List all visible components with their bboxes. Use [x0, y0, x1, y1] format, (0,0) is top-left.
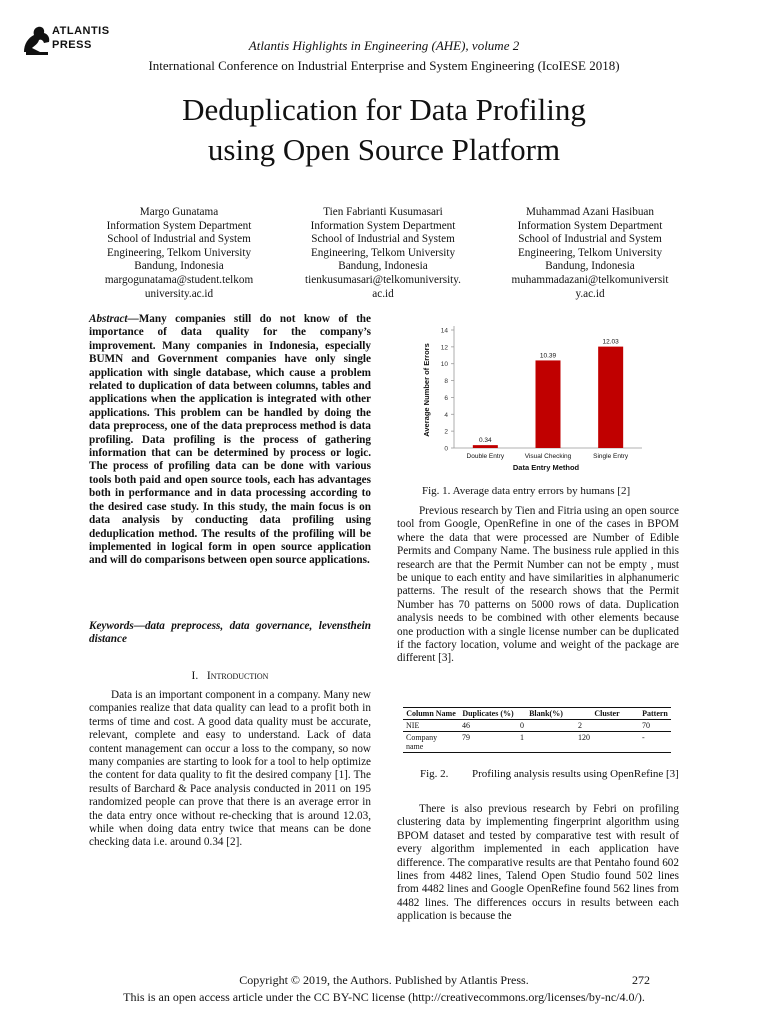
y-tick-label: 0	[444, 445, 448, 453]
footer-copyright-line	[0, 973, 768, 988]
author-affiliation: Engineering, Telkom University	[517, 246, 663, 259]
right-paragraph-2: There is also previous research by Febri on profiling clustering data by implementing fingerprint algorithm using BPOM dataset and tested by comparative test with result of every algorithm implemented in each application have difference. The comparative results are that Pentaho found 602 lines from 4482 lines, Talend Open Studio found 502 lines from 4482 lines and Google OpenRefine found 562 lines from 4482 lines. The differences occurs in results between each application is because the	[397, 803, 679, 923]
table-header-row	[403, 708, 671, 720]
y-tick-label: 4	[444, 411, 448, 419]
author-block-2	[283, 206, 483, 301]
y-axis-title: Average Number of Errors	[422, 343, 431, 437]
table-cell: 0	[517, 720, 575, 732]
table-cell: 46	[459, 720, 517, 732]
author-affiliation: School of Industrial and System	[107, 233, 251, 246]
data-label: 12.03	[602, 338, 619, 346]
author-location: Bandung, Indonesia	[134, 260, 224, 273]
title-line-1: Deduplication for Data Profiling	[182, 92, 586, 127]
table-cell: -	[639, 732, 671, 753]
author-email: tienkusumasari@telkomuniversity.	[305, 273, 461, 286]
y-tick-label: 6	[444, 394, 448, 402]
author-email: muhammadazani@telkomuniversit	[511, 273, 669, 286]
table-header-cell: Column Name	[403, 708, 459, 720]
intro-paragraph: Data is an important component in a company. Many new companies realize that data quality can lead to a profit both in terms of time and cost. A good data quality must be accurate, relevant, complete and easy to understand. Lack of data content management can occur a loss to the company, so now many companies are starting to look for a tool to help optimize the content for data quality to fit the desired company [1]. The results of Barchard & Pace analysis conducted in 2011 on 195 randomized people can prove that there is an average error in the data entry once without re-checking that is around 12.03, while when doing data entry twice that means can be done checking data i.e. around 0.34 [2].	[89, 689, 371, 849]
table-cell: 1	[517, 732, 575, 753]
author-affiliation: Information System Department	[517, 219, 663, 232]
author-name: Muhammad Azani Hasibuan	[525, 206, 654, 218]
abstract-text: —Many companies still do not know of the importance of data quality for the company’s improvement. Many companies in Indonesia, especially BUMN and Government companies have only single application with single database, which cause a problem related to duplication of data between columns, tables and applications when the application is integrated with other applications. This problem can be handled by doing the data preprocess, one of the data preprocess method is data profiling. Data profiling is the process of gathering information that can be determined by process or logic. The process of profiling data can be done with various tools both paid and open source tools, each has advantages both in performance and in data processing according to the desired case study. In this study, the main focus is on data analysis by conducting data profiling using deduplication method. The results of the profiling will be implemented in logical form in open source application and will do comparisons between open source applications.	[89, 313, 371, 567]
conference-title: International Conference on Industrial Enterprise and System Engineering (IcoIESE 2018)	[148, 58, 620, 73]
author-affiliation: Engineering, Telkom University	[106, 246, 252, 259]
author-email: university.ac.id	[144, 287, 214, 300]
section-heading	[89, 670, 371, 682]
table-cell: Company name	[403, 732, 459, 753]
author-email: y.ac.id	[575, 287, 605, 300]
y-tick-label: 8	[444, 378, 448, 386]
title-line-2: using Open Source Platform	[207, 132, 561, 167]
series-title: Atlantis Highlights in Engineering (AHE), volume 2	[248, 38, 520, 53]
x-tick-label: Double Entry	[466, 453, 505, 460]
figure-1-caption: Fig. 1. Average data entry errors by humans [2]	[422, 485, 631, 497]
profiling-results-table	[403, 707, 671, 753]
x-tick-label: Visual Checking	[524, 453, 572, 460]
author-affiliation: School of Industrial and System	[311, 233, 455, 246]
table-row	[403, 720, 671, 732]
y-tick-label: 10	[440, 361, 448, 369]
paper-title	[60, 90, 708, 170]
author-block-3	[494, 206, 686, 301]
table-cell: 79	[459, 732, 517, 753]
table-header-cell: Blank(%)	[517, 708, 575, 720]
section-title: Introduction	[206, 670, 269, 682]
abstract	[89, 313, 371, 568]
author-location: Bandung, Indonesia	[545, 260, 635, 273]
figure-2-caption	[420, 768, 690, 781]
author-affiliation: Information System Department	[310, 219, 456, 232]
author-email: margogunatama@student.telkom	[104, 273, 254, 286]
table-cell: 70	[639, 720, 671, 732]
table-cell: 120	[575, 732, 639, 753]
figure-2-label: Fig. 2.	[420, 768, 449, 780]
y-tick-label: 14	[440, 327, 448, 335]
author-affiliation: School of Industrial and System	[518, 233, 662, 246]
table-header-cell: Cluster	[575, 708, 639, 720]
table-header-cell: Pattern	[639, 708, 671, 720]
x-tick-label: Single Entry	[593, 453, 629, 460]
bar	[473, 445, 498, 448]
page-number: 272	[632, 973, 650, 987]
table-header-cell: Duplicates (%)	[459, 708, 517, 720]
publisher-logo-text: ATLANTIS PRESS	[52, 25, 110, 51]
table-row	[403, 732, 671, 753]
keywords: Keywords—data preprocess, data governance, levensthein distance	[89, 620, 371, 646]
author-name: Tien Fabrianti Kusumasari	[323, 206, 443, 218]
author-block-1	[84, 206, 274, 301]
author-affiliation: Engineering, Telkom University	[310, 246, 456, 259]
author-name: Margo Gunatama	[139, 206, 219, 218]
table-cell: NIE	[403, 720, 459, 732]
table-cell: 2	[575, 720, 639, 732]
footer-license: This is an open access article under the CC BY-NC license (http://creativecommons.org/licenses/by-nc/4.0/).	[123, 990, 645, 1004]
author-affiliation: Information System Department	[106, 219, 252, 232]
right-paragraph-1: Previous research by Tien and Fitria using an open source tool from Google, OpenRefine in one of the cases in BPOM where the data that were processed are Number of Edible Permits and Company Name. The business rule applied in this research are that the Permit Number can not be empty , must be unique to each entity and have similarities in alphanumeric patterns. The result of the research shows that the Permit Number has 70 patterns on 5000 rows of data. Duplication analysis needs to be combined with other elements because one production with a single license number can be duplicated if the factory location, volume and weight of the package are different [3].	[397, 505, 679, 665]
data-label: 10.39	[539, 352, 557, 360]
abstract-lead: Abstract	[89, 313, 128, 325]
figure-2-caption-text: Profiling analysis results using OpenRefine [3]	[472, 768, 679, 780]
author-email: ac.id	[372, 287, 394, 300]
data-label: 0.34	[479, 437, 492, 445]
x-axis-title: Data Entry Method	[512, 463, 580, 472]
y-tick-label: 12	[440, 344, 448, 352]
footer-copyright: Copyright © 2019, the Authors. Published by Atlantis Press.	[239, 973, 529, 987]
author-location: Bandung, Indonesia	[338, 260, 428, 273]
section-number: I.	[191, 670, 199, 682]
y-tick-label: 2	[444, 428, 448, 436]
bar	[536, 360, 561, 448]
bar	[598, 347, 623, 448]
bar-chart	[420, 320, 650, 475]
